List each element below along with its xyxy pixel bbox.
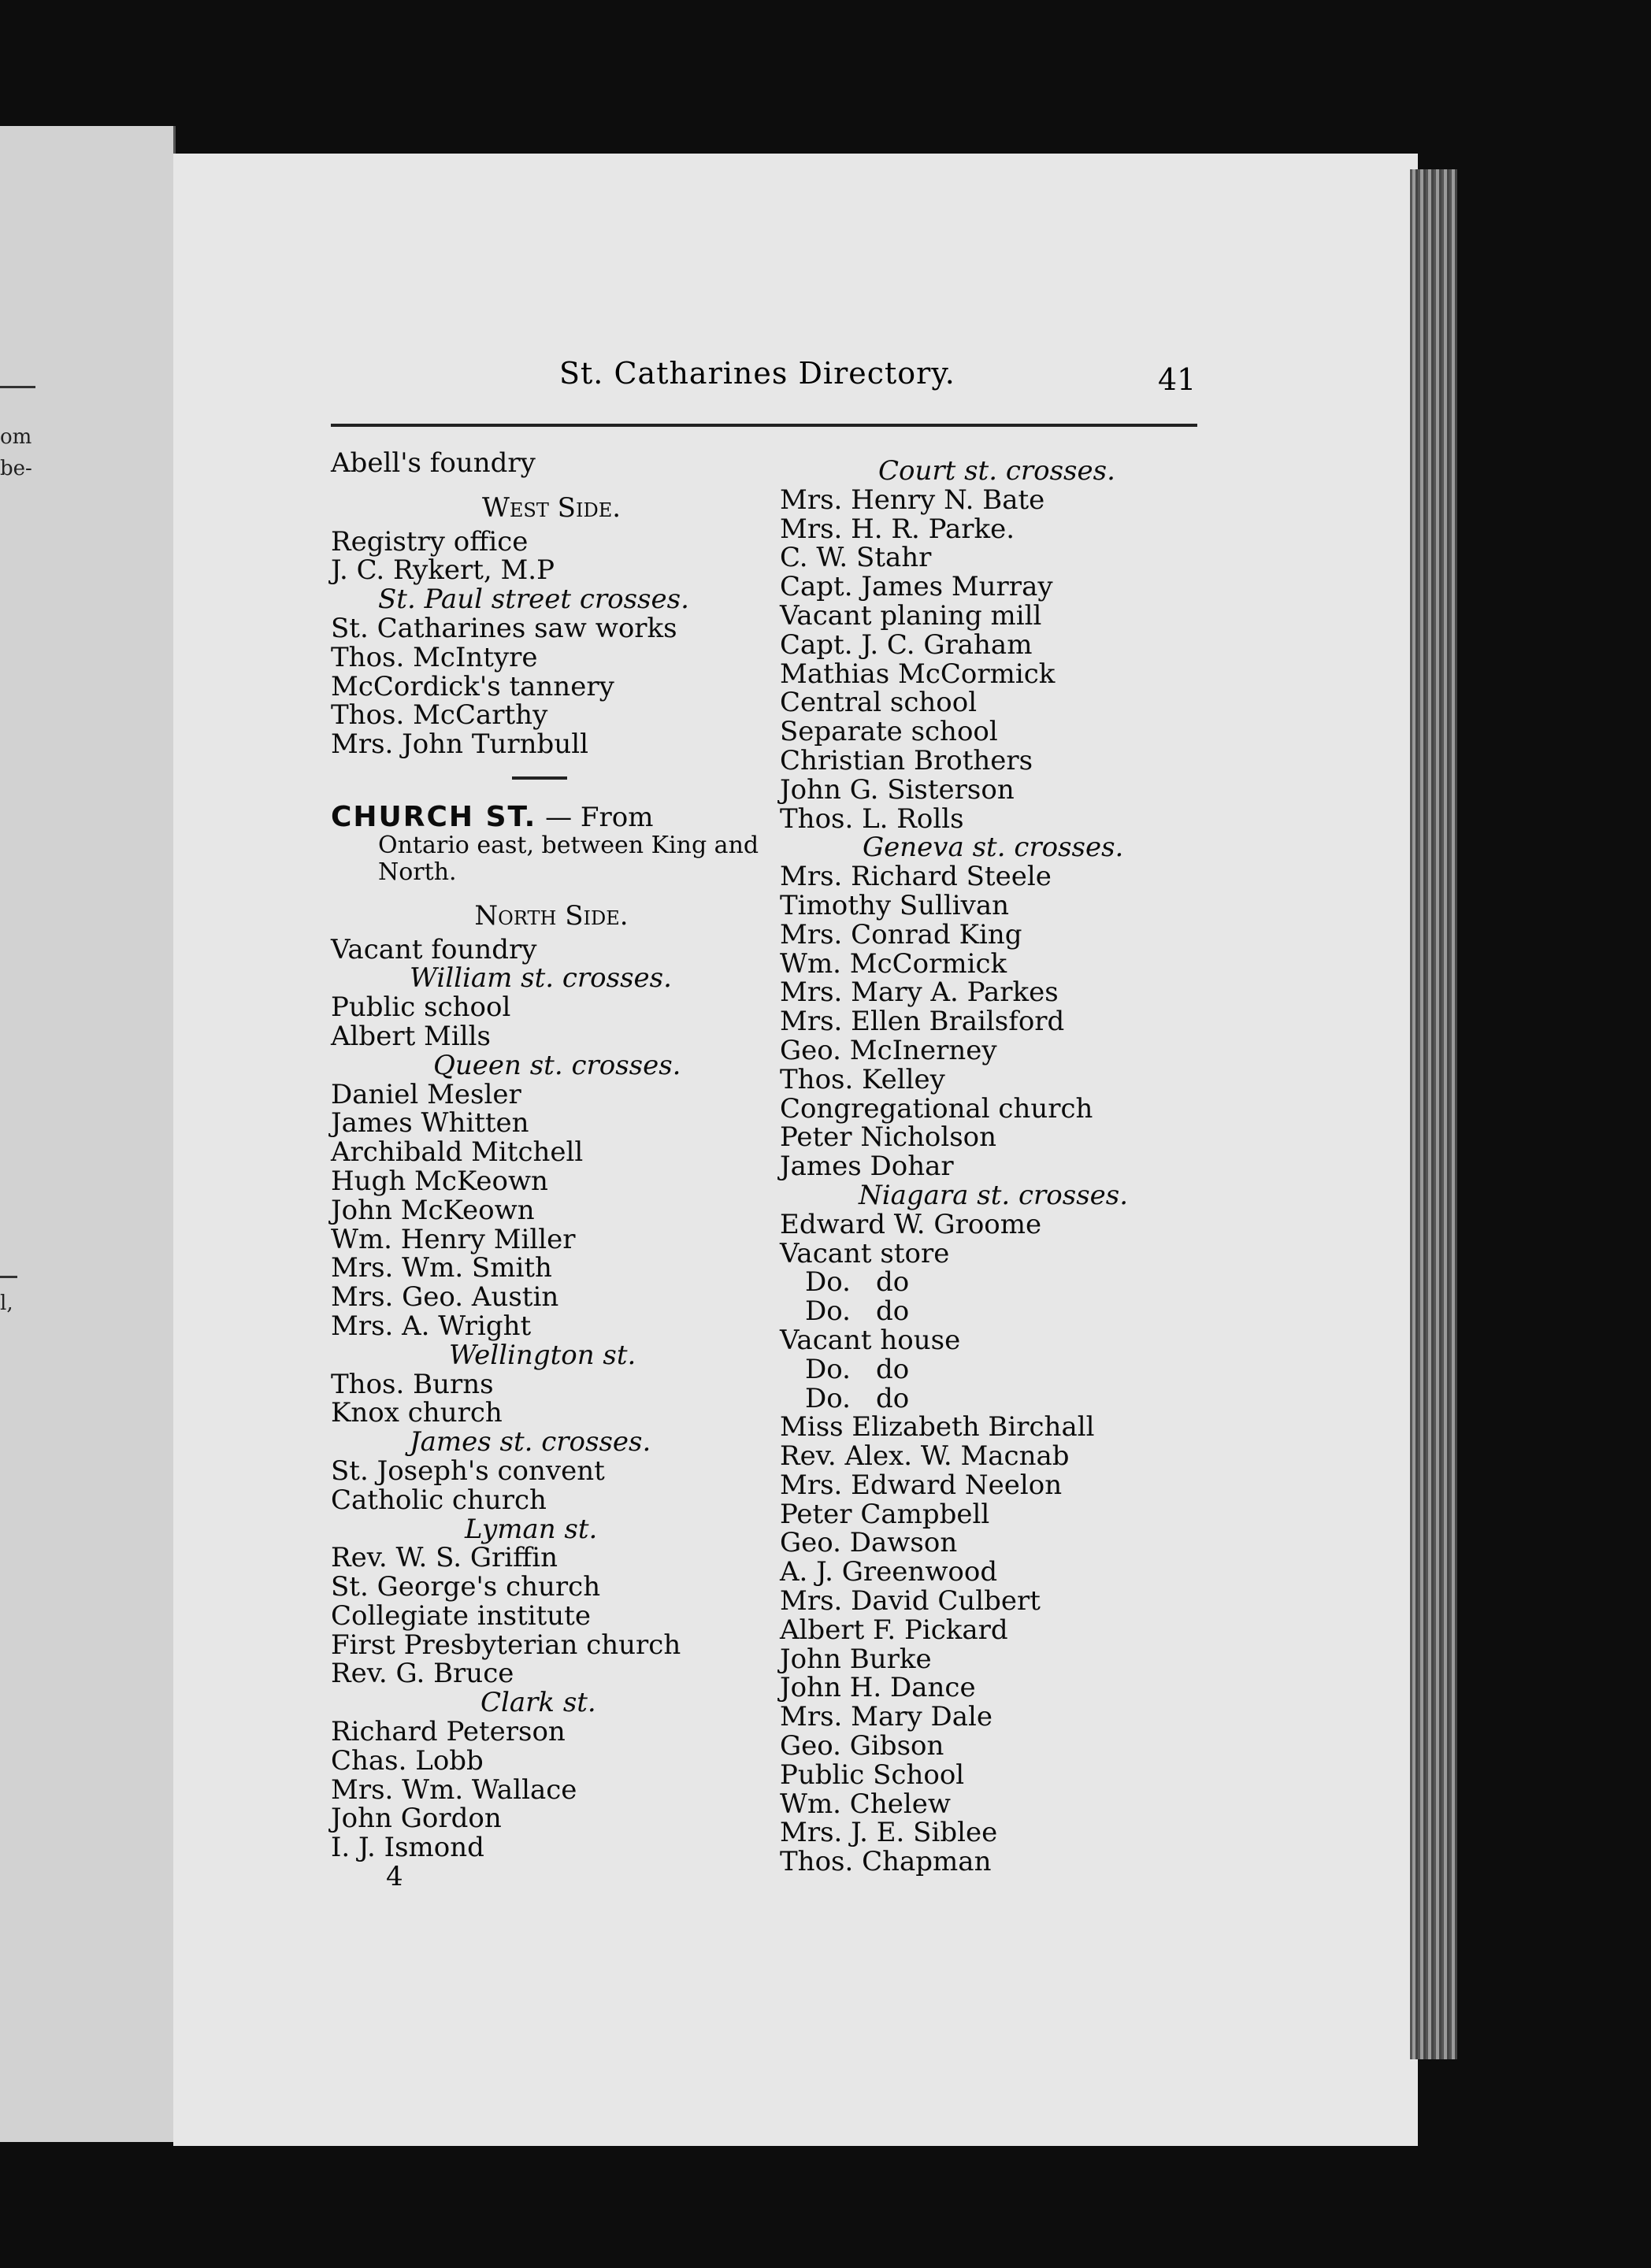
entry: Mrs. Mary A. Parkes	[780, 976, 1059, 1009]
section-heading-west-side: West Side.	[481, 491, 621, 524]
ditto-do: do	[876, 1353, 910, 1385]
ditto-do: do	[876, 1382, 910, 1414]
header-title: St. Catharines Directory.	[559, 356, 955, 391]
ditto-do-cap: Do.	[805, 1382, 851, 1414]
entry: Miss Elizabeth Birchall	[780, 1411, 1095, 1443]
entry: Rev. Alex. W. Macnab	[780, 1440, 1070, 1473]
entry: McCordick's tannery	[331, 670, 614, 702]
entry: Mrs. Edward Neelon	[780, 1469, 1063, 1501]
entry: Catholic church	[331, 1484, 547, 1516]
section-heading-north-side: North Side.	[474, 899, 629, 932]
entry: Registry office	[331, 525, 529, 558]
page-edge	[1410, 169, 1457, 2059]
left-page-fragment: be-	[0, 457, 32, 480]
entry: Albert F. Pickard	[780, 1614, 1008, 1646]
cross-street: Court st. crosses.	[878, 455, 1115, 487]
entry: First Presbyterian church	[331, 1629, 681, 1661]
ditto-do-cap: Do.	[805, 1353, 851, 1385]
ditto-entry	[780, 1268, 1221, 1297]
entry: Thos. Chapman	[780, 1846, 992, 1878]
entry: Public School	[780, 1758, 965, 1791]
left-page-rule	[0, 386, 35, 388]
left-page-rule	[0, 1276, 17, 1278]
entry: Geo. McInerney	[780, 1034, 997, 1066]
entry: Collegiate institute	[331, 1599, 591, 1632]
entry: John McKeown	[331, 1194, 535, 1226]
entry: Congregational church	[780, 1092, 1093, 1125]
entry: Vacant store	[780, 1237, 950, 1269]
ditto-do: do	[876, 1295, 910, 1328]
entry: James Whitten	[331, 1107, 529, 1140]
entry: John G. Sisterson	[780, 773, 1015, 806]
entry: Wm. Chelew	[780, 1788, 951, 1820]
entry: St. Joseph's convent	[331, 1455, 605, 1487]
entry: St. Catharines saw works	[331, 612, 677, 644]
left-page	[0, 126, 176, 2142]
ditto-entry	[780, 1355, 1221, 1384]
cross-street: Niagara st. crosses.	[859, 1179, 1129, 1211]
signature-mark: 4	[386, 1861, 403, 1893]
ditto-do: do	[876, 1266, 910, 1299]
entry: Capt. James Murray	[780, 571, 1053, 603]
entry: Rev. W. S. Griffin	[331, 1542, 558, 1574]
entry: Capt. J. C. Graham	[780, 628, 1033, 661]
entry: Chas. Lobb	[331, 1744, 484, 1777]
entry: Daniel Mesler	[331, 1078, 521, 1110]
entry: Mathias McCormick	[780, 658, 1056, 690]
running-header	[559, 356, 955, 391]
cross-street: Geneva st. crosses.	[863, 832, 1124, 864]
entry: Abell's foundry	[331, 447, 536, 479]
entry: Vacant planing mill	[780, 599, 1042, 632]
entry: Thos. Kelley	[780, 1063, 945, 1095]
entry: Richard Peterson	[331, 1716, 566, 1748]
entry: James Dohar	[780, 1151, 954, 1183]
left-column	[331, 449, 772, 1892]
entry: Vacant house	[780, 1324, 961, 1356]
cross-street: William st. crosses.	[410, 962, 672, 995]
right-column	[780, 457, 1221, 1877]
entry: Thos. Burns	[331, 1368, 494, 1400]
entry: Geo. Gibson	[780, 1730, 944, 1762]
entry: Mrs. Wm. Wallace	[331, 1773, 577, 1806]
entry: Mrs. H. R. Parke.	[780, 513, 1015, 545]
ditto-entry	[780, 1384, 1221, 1414]
cross-street: Queen st. crosses.	[433, 1049, 681, 1081]
street-name: CHURCH ST.	[331, 800, 537, 833]
entry: J. C. Rykert, M.P	[331, 554, 555, 587]
entry: Timothy Sullivan	[780, 889, 1010, 921]
entry: Mrs. Richard Steele	[780, 861, 1052, 893]
entry: John Gordon	[331, 1803, 502, 1835]
entry: Wm. McCormick	[780, 947, 1007, 980]
entry: Thos. McCarthy	[331, 699, 548, 732]
street-description: — From	[536, 801, 654, 833]
cross-street: St. Paul street crosses.	[378, 584, 689, 616]
entry: Mrs. Ellen Brailsford	[780, 1006, 1065, 1038]
entry: Knox church	[331, 1397, 503, 1429]
header-rule	[331, 424, 1197, 427]
entry: Central school	[780, 687, 978, 719]
ditto-entry	[780, 1297, 1221, 1326]
entry: C. W. Stahr	[780, 542, 932, 574]
page-number: 41	[1158, 362, 1197, 397]
entry: St. George's church	[331, 1571, 601, 1603]
entry: Archibald Mitchell	[331, 1136, 584, 1169]
entry: Mrs. J. E. Siblee	[780, 1817, 998, 1849]
ditto-do-cap: Do.	[805, 1266, 851, 1299]
entry: Rev. G. Bruce	[331, 1658, 514, 1690]
entry: Peter Nicholson	[780, 1121, 997, 1154]
cross-street: Wellington st.	[449, 1339, 636, 1371]
entry: Vacant foundry	[331, 933, 537, 965]
entry: Albert Mills	[331, 1020, 491, 1052]
entry: Separate school	[780, 716, 998, 748]
entry: Mrs. A. Wright	[331, 1310, 532, 1342]
section-divider	[512, 776, 567, 780]
entry: Christian Brothers	[780, 744, 1033, 776]
cross-street: Clark st.	[480, 1687, 596, 1719]
ditto-do-cap: Do.	[805, 1295, 851, 1328]
entry: Mrs. Conrad King	[780, 918, 1022, 951]
entry: Edward W. Groome	[780, 1208, 1042, 1240]
entry: Mrs. John Turnbull	[331, 728, 588, 761]
entry: John H. Dance	[780, 1672, 976, 1704]
street-heading	[331, 800, 772, 833]
cross-street: James st. crosses.	[410, 1426, 651, 1458]
entry: Mrs. Geo. Austin	[331, 1281, 559, 1314]
left-page-fragment: l,	[0, 1292, 13, 1315]
left-page-fragment: om	[0, 425, 32, 449]
entry: Public school	[331, 991, 511, 1024]
entry: Thos. L. Rolls	[780, 802, 964, 835]
entry: Hugh McKeown	[331, 1165, 548, 1197]
entry: Mrs. David Culbert	[780, 1585, 1041, 1618]
cross-street: Lyman st.	[465, 1513, 598, 1545]
entry: John Burke	[780, 1643, 932, 1675]
street-description: Ontario east, between King and North.	[378, 831, 759, 886]
entry: Thos. McIntyre	[331, 641, 538, 673]
entry: Wm. Henry Miller	[331, 1223, 576, 1255]
entry: Peter Campbell	[780, 1498, 990, 1530]
entry: A. J. Greenwood	[780, 1556, 998, 1588]
entry: Mrs. Henry N. Bate	[780, 484, 1045, 516]
entry: Geo. Dawson	[780, 1527, 958, 1559]
entry: Mrs. Mary Dale	[780, 1701, 993, 1733]
entry: I. J. Ismond	[331, 1832, 484, 1864]
entry: Mrs. Wm. Smith	[331, 1252, 552, 1284]
